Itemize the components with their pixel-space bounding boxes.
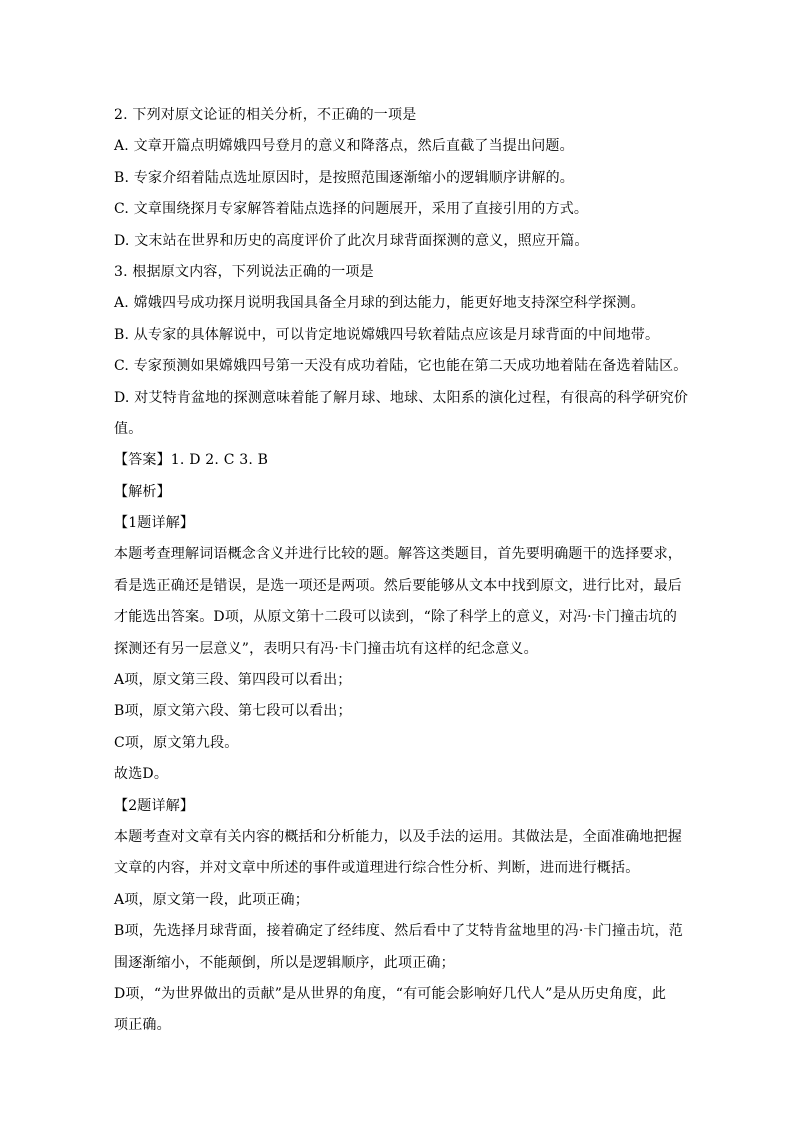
question-2-option-a: A. 文章开篇点明嫦娥四号登月的意义和降落点，然后直截了当提出问题。 <box>114 138 574 155</box>
question-3-option-b: B. 从专家的具体解说中，可以肯定地说嫦娥四号软着陆点应该是月球背面的中间地带。 <box>114 326 660 343</box>
q1-detail-paragraph: 探测还有另一层意义”，表明只有冯·卡门撞击坑有这样的纪念意义。 <box>114 640 538 657</box>
question-2-option-c: C. 文章围绕探月专家解答着陆点选择的问题展开，采用了直接引用的方式。 <box>114 201 589 218</box>
q1-item-b: B项，原文第六段、第七段可以看出； <box>114 703 352 720</box>
question-3-option-a: A. 嫦娥四号成功探月说明我国具备全月球的到达能力，能更好地支持深空科学探测。 <box>114 295 645 312</box>
q1-detail-paragraph: 看是选正确还是错误，是选一项还是两项。然后要能够从文本中找到原文，进行比对，最后 <box>114 577 682 594</box>
question-3-option-d: D. 对艾特肯盆地的探测意味着能了解月球、地球、太阳系的演化过程，有很高的科学研究价 <box>114 389 689 406</box>
question-2-option-d: D. 文末站在世界和历史的高度评价了此次月球背面探测的意义，照应开篇。 <box>114 232 589 249</box>
question-3-option-d-continued: 值。 <box>114 420 143 437</box>
q2-detail-paragraph: 文章的内容，并对文章中所述的事件或道理进行综合性分析、判断，进而进行概括。 <box>114 860 640 877</box>
q2-item-d: D项，“为世界做出的贡献”是从世界的角度，“有可能会影响好几代人”是从历史角度，此 <box>114 985 667 1002</box>
q1-conclusion: 故选D。 <box>114 766 169 783</box>
q1-detail-paragraph: 本题考查理解词语概念含义并进行比较的题。解答这类题目，首先要明确题干的选择要求， <box>114 546 682 563</box>
question-2-stem: 2. 下列对原文论证的相关分析，不正确的一项是 <box>114 107 417 123</box>
document-body <box>114 100 689 1042</box>
question-3-stem: 3. 根据原文内容，下列说法正确的一项是 <box>114 263 374 280</box>
analysis-heading: 【解析】 <box>114 483 171 500</box>
question-2-option-b: B. 专家介绍着陆点选址原因时，是按照范围逐渐缩小的逻辑顺序讲解的。 <box>114 169 574 186</box>
q2-item-d-continued: 项正确。 <box>114 1017 171 1034</box>
q2-detail-heading: 【2题详解】 <box>114 797 195 814</box>
question-3-option-c: C. 专家预测如果嫦娥四号第一天没有成功着陆，它也能在第二天成功地着陆在备选着陆区。 <box>114 358 688 375</box>
q2-detail-paragraph: 本题考查对文章有关内容的概括和分析能力，以及手法的运用。其做法是，全面准确地把握 <box>114 828 682 845</box>
q2-item-a: A项，原文第一段，此项正确； <box>114 891 309 908</box>
q1-item-c: C项，原文第九段。 <box>114 734 239 751</box>
q1-detail-heading: 【1题详解】 <box>114 515 195 532</box>
q2-item-b-continued: 围逐渐缩小，不能颠倒，所以是逻辑顺序，此项正确； <box>114 954 455 971</box>
answer-key: 【答案】1. D 2. C 3. B <box>114 452 269 469</box>
q1-item-a: A项，原文第三段、第四段可以看出； <box>114 672 352 689</box>
q1-detail-paragraph: 才能选出答案。D项，从原文第十二段可以读到，“除了科学上的意义，对冯·卡门撞击坑的 <box>114 609 678 626</box>
q2-item-b: B项，先选择月球背面，接着确定了经纬度、然后看中了艾特肯盆地里的冯·卡门撞击坑，范 <box>114 923 683 940</box>
